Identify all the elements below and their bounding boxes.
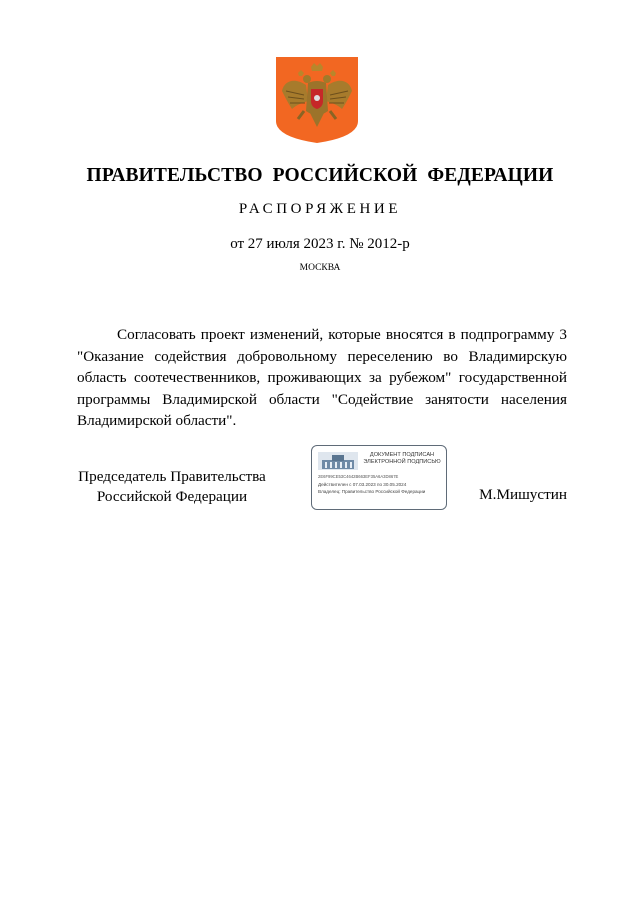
certificate-owner: Владелец: Правительство Российской Федерации — [318, 489, 426, 494]
building-icon — [318, 452, 358, 470]
document-type: РАСПОРЯЖЕНИЕ — [238, 201, 402, 217]
russian-coat-of-arms-icon — [276, 57, 358, 143]
document-city: МОСКВА — [299, 263, 341, 273]
signer-name: М.Мишустин — [479, 486, 567, 503]
electronic-signature-stamp — [311, 445, 447, 510]
signer-position-line1: Председатель Правительства — [78, 468, 266, 485]
document-date-number: от 27 июля 2023 г. № 2012-р — [230, 236, 410, 252]
government-title: ПРАВИТЕЛЬСТВО РОССИЙСКОЙ ФЕДЕРАЦИИ — [86, 165, 554, 186]
certificate-serial: 2E6F99CE53C4642B663EF35A6A3D867E — [318, 474, 399, 479]
stamp-header-line2: ЭЛЕКТРОННОЙ ПОДПИСЬЮ — [363, 459, 441, 465]
signer-position-line2: Российской Федерации — [96, 487, 248, 505]
stamp-header-line1: ДОКУМЕНТ ПОДПИСАН — [369, 452, 435, 458]
order-text: Согласовать проект изменений, которые вносятся в подпрограмму 3 "Оказание содействия добровольному переселению во Владимирскую область соотечественников, проживающих за рубежом" государственной программы Владимирской области "Содействие занятости населения Владимирской области". — [77, 326, 567, 429]
certificate-validity: Действителен с 07.03.2023 по 30.05.2024 — [318, 482, 407, 487]
signer-position — [74, 467, 270, 506]
stamp-header — [360, 452, 444, 466]
